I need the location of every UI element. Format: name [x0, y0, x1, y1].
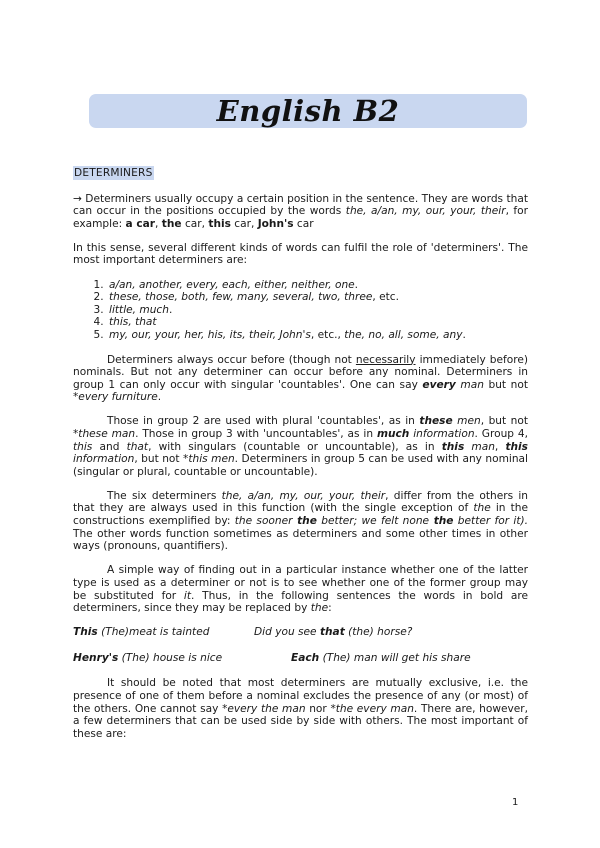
sense-paragraph: In this sense, several different kinds of words can fulfil the role of 'determiners'. The most important determiners are: [73, 241, 528, 267]
example-sentence: Each (The) man will get his share [291, 651, 471, 664]
page-title: English B2 [216, 94, 400, 128]
example-row [73, 652, 528, 665]
list-item: 1. a/an, another, every, each, either, neither, one. [107, 279, 528, 292]
paragraph-exclusive: It should be noted that most determiners are mutually exclusive, i.e. the presence of one of them before a nominal excludes the presence of any (or most) of the others. One cannot say *every the man nor *the every man. There are, however, a few determiners that can be used side by side with others. The most important of these are: [73, 677, 529, 740]
paragraph-substitution: A simple way of finding out in a particular instance whether one of the latter type is used as a determiner or not is to see whether one of the former group may be substituted for it. Thus, in the following sentences the words in bold are determiners, since they may be replaced by the: [73, 564, 529, 615]
document-body [73, 166, 528, 752]
list-item: 4. this, that [107, 316, 528, 329]
example-sentence: Henry's (The) house is nice [73, 651, 223, 664]
paragraph-nominals: Determiners always occur before (though not necessarily immediately before) nominals. But not any determiner can occur before any nominal. Determiners in group 1 can only occur with singular 'countables'. One can say every man but not *every furniture. [73, 353, 528, 404]
determiner-list [73, 279, 528, 342]
page-number: 1 [512, 797, 519, 808]
example-row [73, 626, 528, 639]
paragraph-groups: Those in group 2 are used with plural 'countables', as in these men, but not *these man. Those in group 3 with 'uncountables', as in much information. Group 4, this and that, with singulars (countable or uncountable), as in this man, this information, but not *this men. Determiners in group 5 can be used with any nominal (singular or plural, countable or uncountable). [73, 415, 529, 478]
list-item: 3. little, much. [107, 304, 528, 317]
section-heading: DETERMINERS [74, 167, 153, 179]
list-item: 2. these, those, both, few, many, several, two, three, etc. [107, 291, 528, 304]
example-sentence: This (The)meat is tainted [73, 626, 210, 639]
intro-paragraph: → Determiners usually occupy a certain position in the sentence. They are words that can occur in the positions occupied by the words the, a/an, my, our, your, their, for example: a car, the car, this car, John's car [73, 192, 528, 230]
paragraph-six-determiners: The six determiners the, a/an, my, our, your, their, differ from the others in that they are always used in this function (with the single exception of the in the constructions exemplified by: the sooner the better; we felt none the better for it). The other words function sometimes as determiners and some other times in other ways (pronouns, quantifiers). [73, 489, 529, 553]
example-sentence: Did you see that (the) horse? [254, 626, 413, 639]
list-item: 5. my, our, your, her, his, its, their, John's, etc., the, no, all, some, any. [107, 329, 528, 342]
